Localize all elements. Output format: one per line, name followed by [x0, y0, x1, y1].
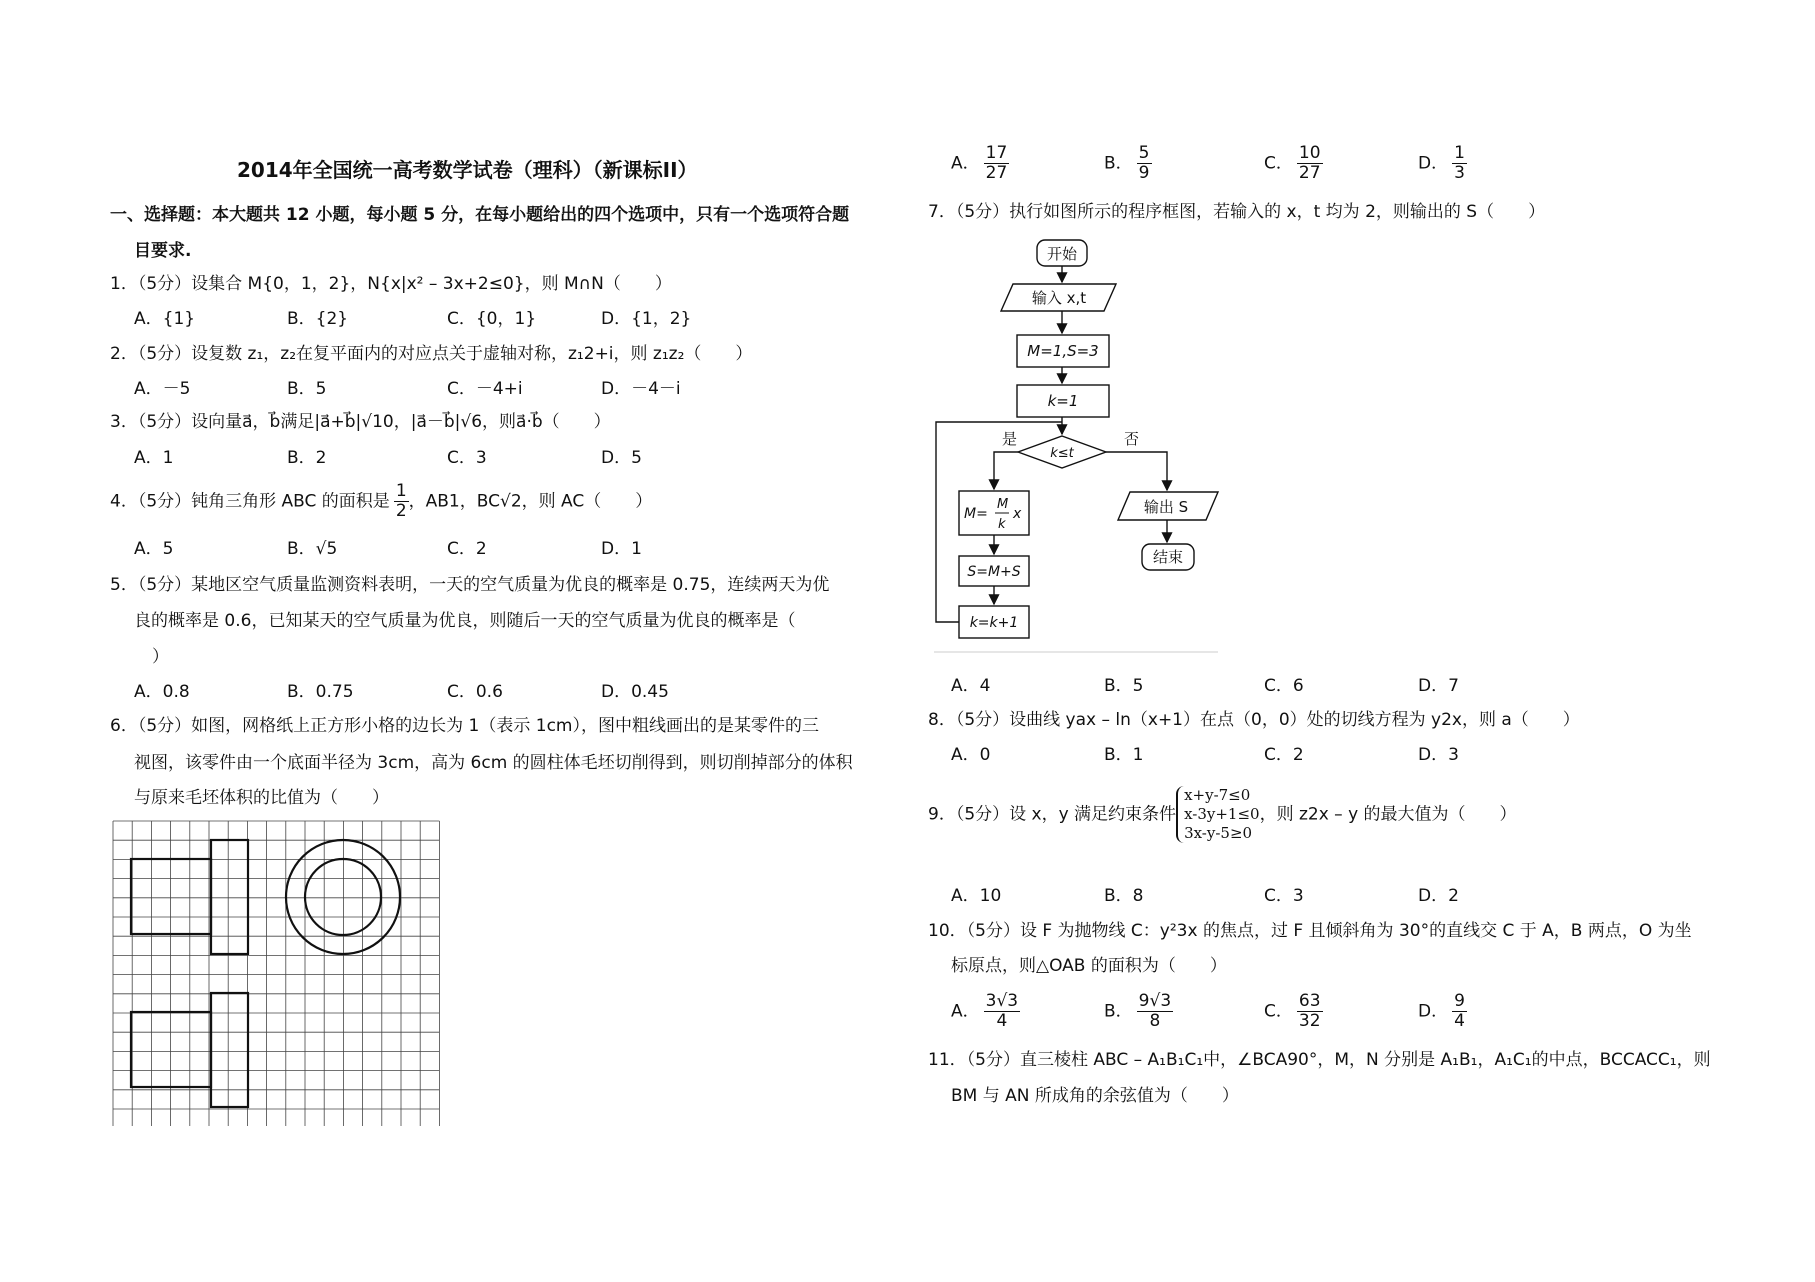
- q6-option-d-frac: [1452, 144, 1467, 183]
- frac-den: 27: [985, 163, 1008, 183]
- q2-stem: 2．（5分）设复数 z₁，z₂在复平面内的对应点关于虚轴对称，z₁2+i，则 z₁z₂（ ）: [110, 344, 753, 364]
- q7-option-d: D．7: [1418, 676, 1459, 696]
- frac-num: 10: [1298, 143, 1321, 163]
- q5-stem-line2: 良的概率是 0.6，已知某天的空气质量为优良，则随后一天的空气质量为优良的概率是（: [134, 611, 796, 631]
- q7-option-b: B．5: [1104, 676, 1144, 696]
- frac-num: 63: [1298, 991, 1321, 1011]
- q4-stem-text-a: 4．（5分）钝角三角形 ABC 的面积是: [110, 491, 390, 512]
- frac-den: 4: [996, 1011, 1008, 1031]
- end-label: 结束: [1152, 548, 1184, 566]
- front-view-cylinder: [131, 859, 211, 934]
- q5-option-c: C．0.6: [447, 682, 503, 702]
- page-title: 2014年全国统一高考数学试卷（理科）（新课标II）: [237, 158, 698, 182]
- q6-option-b: [1104, 144, 1152, 183]
- q6-option-c-frac: [1297, 144, 1323, 183]
- q3-option-d: D．5: [601, 448, 642, 468]
- q9-option-a: A．10: [951, 886, 1002, 906]
- q9-constraint-1: x+y-7≤0: [1184, 786, 1251, 804]
- q1-option-b: B．{2}: [287, 309, 349, 329]
- q4-frac-den: 2: [395, 501, 407, 521]
- q4-frac-num: 1: [395, 481, 407, 501]
- q10-option-d: [1418, 992, 1467, 1031]
- init-k-label: k=1: [1047, 392, 1079, 410]
- calc-m-prefix: M=: [964, 506, 988, 522]
- q6-option-d-label: D．: [1418, 153, 1449, 174]
- q4-stem-text-b: ，AB1，BC√2，则 AC（ ）: [408, 491, 653, 512]
- q8-stem: 8．（5分）设曲线 yax – ln（x+1）在点（0，0）处的切线方程为 y2x，则 a（ ）: [928, 710, 1580, 730]
- q9-option-b: B．8: [1104, 886, 1144, 906]
- frac-den: 27: [1298, 163, 1321, 183]
- q5-option-a: A．0.8: [134, 682, 190, 702]
- calc-m-num: M: [997, 497, 1009, 512]
- frac-num: 5: [1138, 143, 1150, 163]
- q6-option-b-frac: [1137, 144, 1152, 183]
- q6-stem-line3: 与原来毛坯体积的比值为（ ）: [134, 788, 389, 808]
- q9-stem: [928, 786, 1517, 843]
- flowchart: [928, 234, 1228, 659]
- q3-option-c: C．3: [447, 448, 487, 468]
- q10-option-c: [1264, 992, 1323, 1031]
- q10-option-a-frac: [984, 992, 1020, 1031]
- q3-stem: 3．（5分）设向量a⃗，b⃗满足|a⃗+b⃗|√10，|a⃗－b⃗|√6，则a⃗·b⃗（ ）: [110, 412, 611, 432]
- q5-stem-line1: 5．（5分）某地区空气质量监测资料表明，一天的空气质量为优良的概率是 0.75，连续两天为优: [110, 575, 830, 595]
- q1-option-c: C．{0，1}: [447, 309, 537, 329]
- frac-den: 4: [1454, 1011, 1465, 1031]
- frac-num: 17: [985, 143, 1008, 163]
- q9-constraint-2: x-3y+1≤0: [1184, 805, 1260, 823]
- q8-option-a: A．0: [951, 745, 991, 765]
- no-label: 否: [1124, 430, 1140, 448]
- q5-stem-line3: ）: [152, 647, 169, 667]
- q6-stem-line2: 视图，该零件由一个底面半径为 3cm，高为 6cm 的圆柱体毛坯切削得到，则切削掉部分的体积: [134, 753, 853, 773]
- three-view-shapes: [131, 840, 400, 1107]
- calc-m-den: k: [998, 517, 1006, 532]
- side-view-cylinder: [131, 1012, 211, 1087]
- three-view-figure: [112, 820, 444, 1126]
- q5-option-d: D．0.45: [601, 682, 669, 702]
- frac-den: 3: [1454, 163, 1465, 183]
- q4-option-a: A．5: [134, 539, 174, 559]
- section-heading-cont: 目要求.: [134, 241, 192, 261]
- q10-option-b-frac: [1137, 992, 1173, 1031]
- q1-stem: 1．（5分）设集合 M{0，1，2}，N{x|x² – 3x+2≤0}，则 M∩N（ ）: [110, 274, 672, 294]
- q6-stem-line1: 6．（5分）如图，网格纸上正方形小格的边长为 1（表示 1cm），图中粗线画出的是某零件的三: [110, 716, 819, 736]
- q1-option-a: A．{1}: [134, 309, 196, 329]
- q10-stem-line1: 10．（5分）设 F 为抛物线 C：y²3x 的焦点，过 F 且倾斜角为 30°的直线交 C 于 A，B 两点，O 为坐: [928, 921, 1692, 941]
- q2-option-d: D．－4－i: [601, 379, 681, 399]
- q5-option-b: B．0.75: [287, 682, 354, 702]
- q9-constraint-3: 3x-y-5≥0: [1184, 824, 1253, 842]
- q7-option-a: A．4: [951, 676, 991, 696]
- q9-stem-text-b: ，则 z2x – y 的最大值为（ ）: [1259, 804, 1517, 825]
- q6-option-a-frac: [984, 144, 1010, 183]
- q3-option-b: B．2: [287, 448, 327, 468]
- q9-option-d: D．2: [1418, 886, 1459, 906]
- frac-den: 32: [1298, 1011, 1321, 1031]
- q1-option-d: D．{1，2}: [601, 309, 692, 329]
- frac-den: 9: [1138, 163, 1150, 183]
- q8-option-d: D．3: [1418, 745, 1459, 765]
- frac-num: 9: [1454, 991, 1465, 1011]
- q10-option-c-label: C．: [1264, 1001, 1293, 1022]
- calc-m-x: x: [1013, 506, 1022, 522]
- q7-option-c: C．6: [1264, 676, 1304, 696]
- q10-option-c-frac: [1297, 992, 1323, 1031]
- q9-stem-text-a: 9．（5分）设 x，y 满足约束条件: [928, 804, 1177, 825]
- q8-option-c: C．2: [1264, 745, 1304, 765]
- q6-option-c-label: C．: [1264, 153, 1293, 174]
- q4-option-d: D．1: [601, 539, 642, 559]
- q11-stem-line2: BM 与 AN 所成角的余弦值为（ ）: [951, 1086, 1239, 1106]
- frac-den: 8: [1149, 1011, 1161, 1031]
- frac-num: 3√3: [985, 991, 1019, 1011]
- inc-k-label: k=k+1: [969, 615, 1019, 631]
- input-label: 输入 x,t: [1031, 289, 1087, 307]
- q10-option-b: [1104, 992, 1173, 1031]
- q6-option-a: [951, 144, 1009, 183]
- q9-constraint-system: [1176, 786, 1260, 843]
- yes-label: 是: [1002, 430, 1018, 448]
- q6-option-c: [1264, 144, 1323, 183]
- calc-s-label: S=M+S: [967, 564, 1021, 580]
- q4-fraction: [394, 482, 409, 521]
- q2-option-b: B．5: [287, 379, 327, 399]
- q6-option-d: [1418, 144, 1467, 183]
- start-label: 开始: [1046, 245, 1078, 263]
- q10-option-a-label: A．: [951, 1001, 980, 1022]
- q10-option-b-label: B．: [1104, 1001, 1133, 1022]
- q7-stem: 7．（5分）执行如图所示的程序框图，若输入的 x，t 均为 2，则输出的 S（ ）: [928, 202, 1546, 222]
- q4-stem: [110, 482, 652, 521]
- q6-option-b-label: B．: [1104, 153, 1133, 174]
- q11-stem-line1: 11．（5分）直三棱柱 ABC – A₁B₁C₁中，∠BCA90°，M，N 分别是 A₁B₁，A₁C₁的中点，BCCACC₁，则: [928, 1050, 1711, 1070]
- frac-num: 1: [1454, 143, 1465, 163]
- q2-option-c: C．－4+i: [447, 379, 523, 399]
- q10-option-d-label: D．: [1418, 1001, 1449, 1022]
- q10-option-a: [951, 992, 1020, 1031]
- output-label: 输出 S: [1143, 498, 1189, 516]
- q8-option-b: B．1: [1104, 745, 1144, 765]
- frac-num: 9√3: [1138, 991, 1172, 1011]
- q10-stem-line2: 标原点，则△OAB 的面积为（ ）: [951, 956, 1227, 976]
- q4-option-b: B．√5: [287, 539, 338, 559]
- q4-option-c: C．2: [447, 539, 487, 559]
- q9-option-c: C．3: [1264, 886, 1304, 906]
- section-heading: 一、选择题：本大题共 12 小题，每小题 5 分，在每小题给出的四个选项中，只有一个选项符合题: [110, 205, 850, 225]
- q6-option-a-label: A．: [951, 153, 980, 174]
- q10-option-d-frac: [1452, 992, 1467, 1031]
- q2-option-a: A．－5: [134, 379, 191, 399]
- init-m-s-label: M=1,S=3: [1027, 342, 1099, 360]
- front-view-flange: [211, 840, 248, 954]
- condition-label: k≤t: [1050, 446, 1074, 461]
- q3-option-a: A．1: [134, 448, 174, 468]
